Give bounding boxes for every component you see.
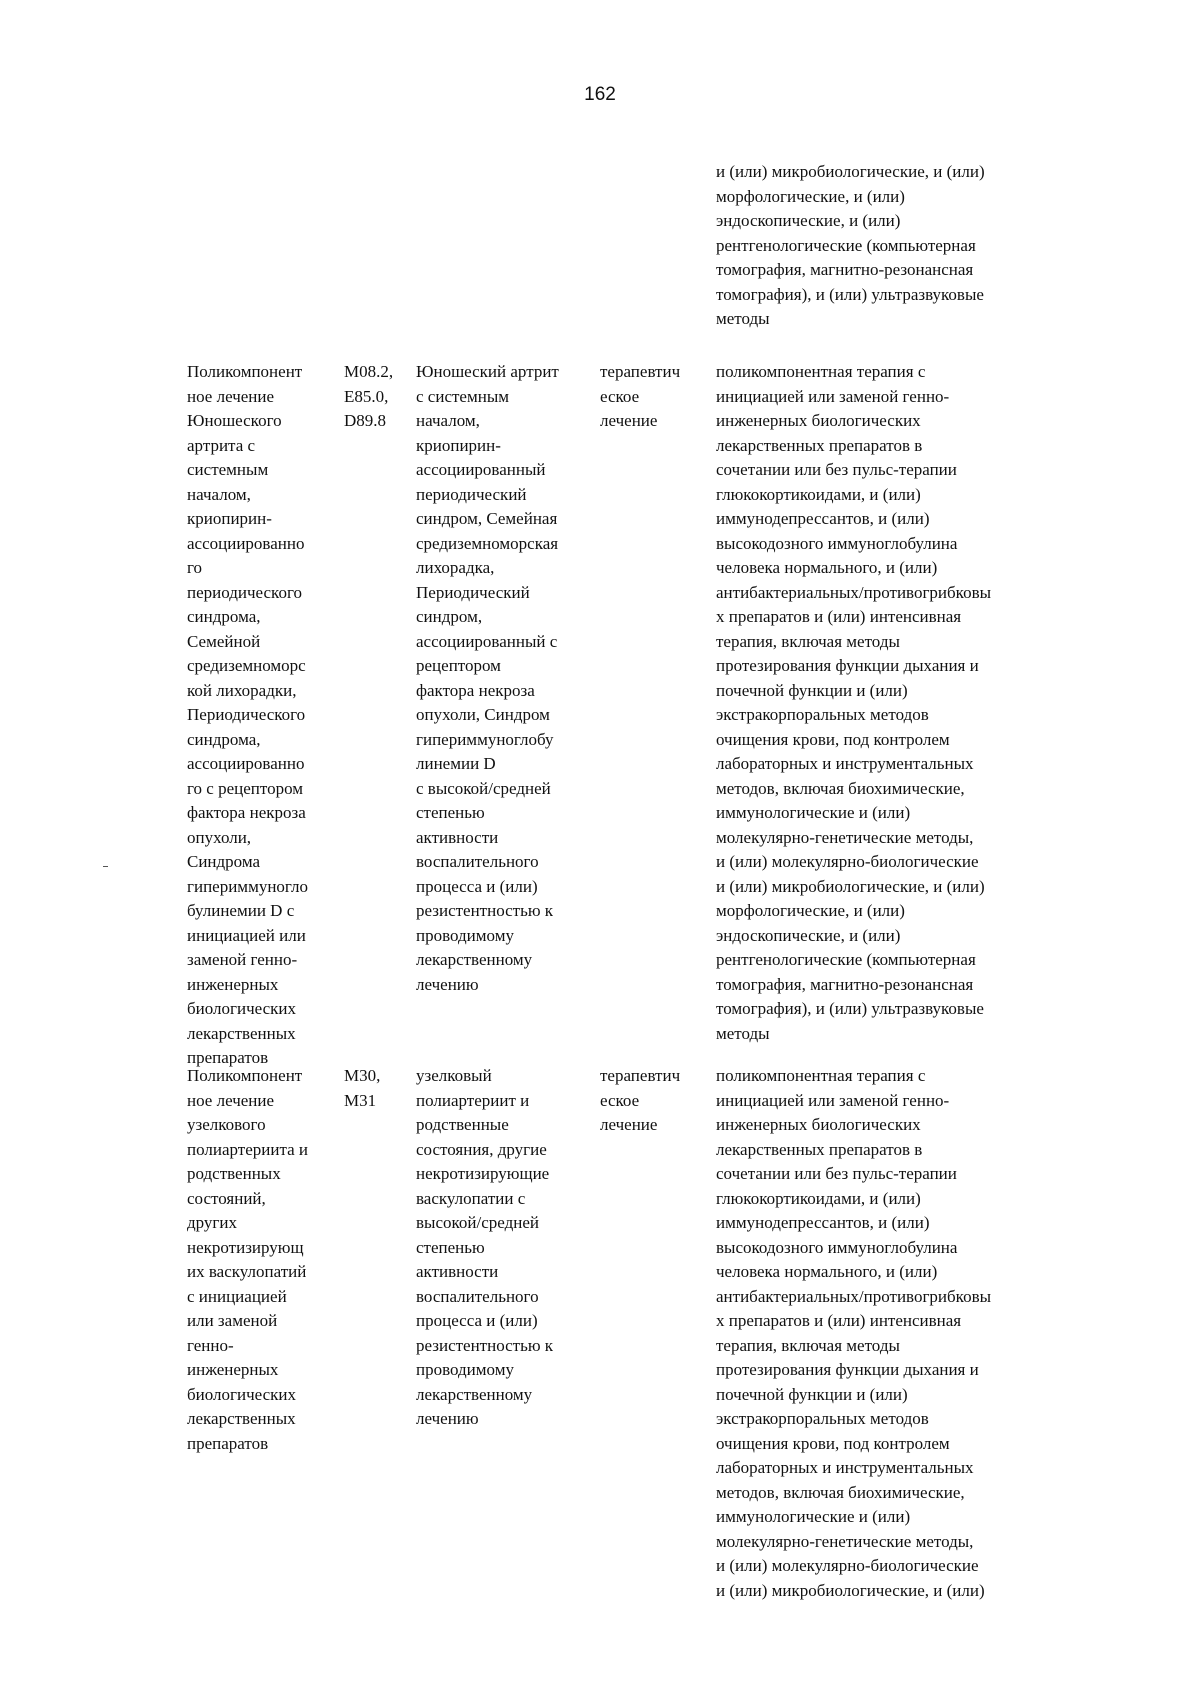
row2-treatment-method: поликомпонентная терапия с инициацией или заменой генно- инженерных биологических лекарственных препаратов в сочетании или без пульс-терапии глюкокортикоидами, и (или) иммунодепрессантов, и (или) высокодозного иммуноглобулина человека нормального, и (или) антибактериальных/противогрибковы х препаратов и (или) интенсивная терапия, включая методы протезирования функции дыхания и почечной функции и (или) экстракорпоральных методов очищения крови, под контролем лабораторных и инструментальных методов, включая биохимические, иммунологические и (или) молекулярно-генетические методы, и (или) молекулярно-биологические и (или) микробиологические, и (или) — [716, 1066, 992, 1600]
scan-mark — [103, 866, 108, 867]
row1-treatment-type: терапевтич еское лечение — [600, 362, 681, 430]
page-number: 162 — [584, 84, 616, 105]
row1-treatment-name: Поликомпонент ное лечение Юношеского артрита с системным началом, криопирин- ассоциированно го периодического синдрома, Семейной средиземноморс кой лихорадки, Периодического синдрома, ассоциированно го с рецептором фактора некроза опухоли, Синдрома гипериммуногло булинемии D с инициацией или заменой генно- инженерных биологических лекарственных препаратов — [187, 362, 309, 1067]
row2-treatment-type: терапевтич еское лечение — [600, 1066, 681, 1134]
row2-treatment-name: Поликомпонент ное лечение узелкового полиартериита и родственных состояний, других некротизирующ их васкулопатий с инициацией или заменой генно- инженерных биологических лекарственных препаратов — [187, 1066, 308, 1453]
row2-icd-codes: M30, M31 — [344, 1066, 381, 1110]
row2-diagnosis: узелковый полиартериит и родственные состояния, другие некротизирующие васкулопатии с высокой/средней степенью активности воспалительного процесса и (или) резистентностью к проводимому лекарственному лечению — [416, 1066, 554, 1428]
row1-diagnosis: Юношеский артрит с системным началом, криопирин- ассоциированный периодический синдром, Семейная средиземноморская лихорадка, Периодический синдром, ассоциированный с рецептором фактора некроза опухоли, Синдром гипериммуноглобу линемии D с высокой/средней степенью активности воспалительного процесса и (или) резистентностью к проводимому лекарственному лечению — [416, 362, 559, 994]
row1-treatment-method: поликомпонентная терапия с инициацией или заменой генно- инженерных биологических лекарственных препаратов в сочетании или без пульс-терапии глюкокортикоидами, и (или) иммунодепрессантов, и (или) высокодозного иммуноглобулина человека нормального, и (или) антибактериальных/противогрибковы х препаратов и (или) интенсивная терапия, включая методы протезирования функции дыхания и почечной функции и (или) экстракорпоральных методов очищения крови, под контролем лабораторных и инструментальных методов, включая биохимические, иммунологические и (или) молекулярно-генетические методы, и (или) молекулярно-биологические и (или) микробиологические, и (или) морфологические, и (или) эндоскопические, и (или) рентгенологические (компьютерная томография, магнитно-резонансная томография), и (или) ультразвуковые методы — [716, 362, 992, 1043]
continuation-method-cell: и (или) микробиологические, и (или) морфологические, и (или) эндоскопические, и (или) рентгенологические (компьютерная томография, магнитно-резонансная томография), и (или) ультразвуковые методы — [716, 162, 985, 328]
row1-icd-codes: M08.2, E85.0, D89.8 — [344, 362, 394, 430]
